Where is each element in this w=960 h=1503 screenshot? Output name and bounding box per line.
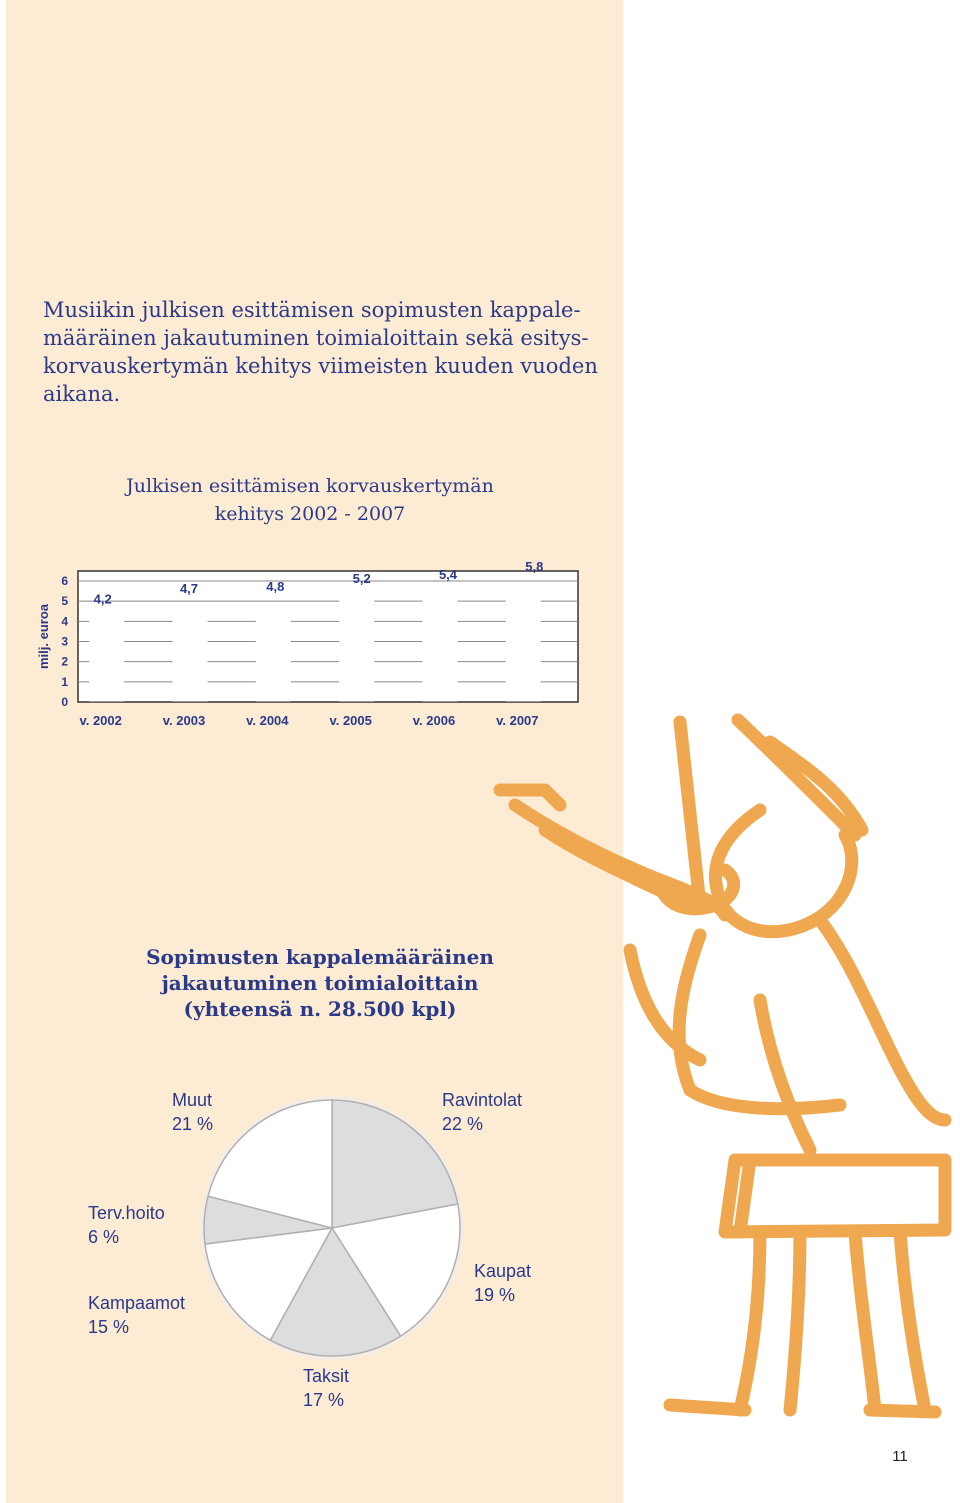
pie-label-name: Muut <box>172 1090 213 1110</box>
pie-label-name: Taksit <box>303 1366 350 1386</box>
bar-chart-title: Julkisen esittämisen korvauskertymän kehitys 2002 - 2007 <box>126 475 494 525</box>
pie-label-taksit <box>303 1364 349 1412</box>
pie-label-name: Kampaamot <box>88 1293 186 1313</box>
bar-value-label: 5,8 <box>525 559 544 575</box>
bar-value-label: 5,4 <box>438 567 458 583</box>
intro-paragraph: Musiikin julkisen esittämisen sopimusten kappale- määräinen jakautuminen toimialoittain sekä esitys- korvauskertymän kehitys viimeisten kuuden vuoden aikana. <box>43 298 598 406</box>
pie-label-pct: 15 % <box>88 1317 130 1337</box>
bar-value-label: 4,8 <box>266 579 285 595</box>
pie-label-pct: 17 % <box>303 1390 345 1410</box>
x-tick-label: v. 2003 <box>162 713 206 728</box>
pie-label-name: Ravintolat <box>442 1090 523 1110</box>
page-number: 11 <box>892 1448 908 1465</box>
pie-label-muut <box>172 1088 213 1136</box>
pie-label-kaupat <box>474 1259 531 1307</box>
pie-chart-title: Sopimusten kappalemääräinen jakautuminen toimialoittain (yhteensä n. 28.500 kpl) <box>146 945 494 1021</box>
y-tick-label: 3 <box>61 634 68 649</box>
pie-label-terv-hoito <box>88 1201 165 1249</box>
pie-label-pct: 21 % <box>172 1114 214 1134</box>
y-tick-label: 4 <box>61 614 68 629</box>
pie-label-kampaamot <box>88 1291 185 1339</box>
y-tick-label: 5 <box>61 594 68 609</box>
bar-value-label: 4,2 <box>93 591 112 607</box>
pie-label-name: Kaupat <box>474 1261 532 1281</box>
bar-value-label: 5,2 <box>352 571 371 587</box>
y-tick-label: 0 <box>61 695 68 709</box>
bar-value-label: 4,7 <box>179 581 199 597</box>
y-tick-label: 6 <box>61 574 68 588</box>
x-tick-label: v. 2005 <box>329 713 372 728</box>
x-tick-label: v. 2002 <box>79 713 122 728</box>
pie-label-name: Terv.hoito <box>88 1203 165 1223</box>
y-tick-label: 2 <box>61 654 68 669</box>
pie-label-ravintolat <box>442 1088 522 1136</box>
x-tick-label: v. 2007 <box>496 713 539 728</box>
pie-label-pct: 6 % <box>88 1227 120 1247</box>
y-tick-label: 1 <box>61 674 68 689</box>
x-tick-label: v. 2006 <box>412 713 456 728</box>
pie-label-pct: 19 % <box>474 1285 516 1305</box>
y-axis-label: milj. euroa <box>36 603 51 670</box>
pie-label-pct: 22 % <box>442 1114 484 1134</box>
x-tick-label: v. 2004 <box>246 713 289 728</box>
